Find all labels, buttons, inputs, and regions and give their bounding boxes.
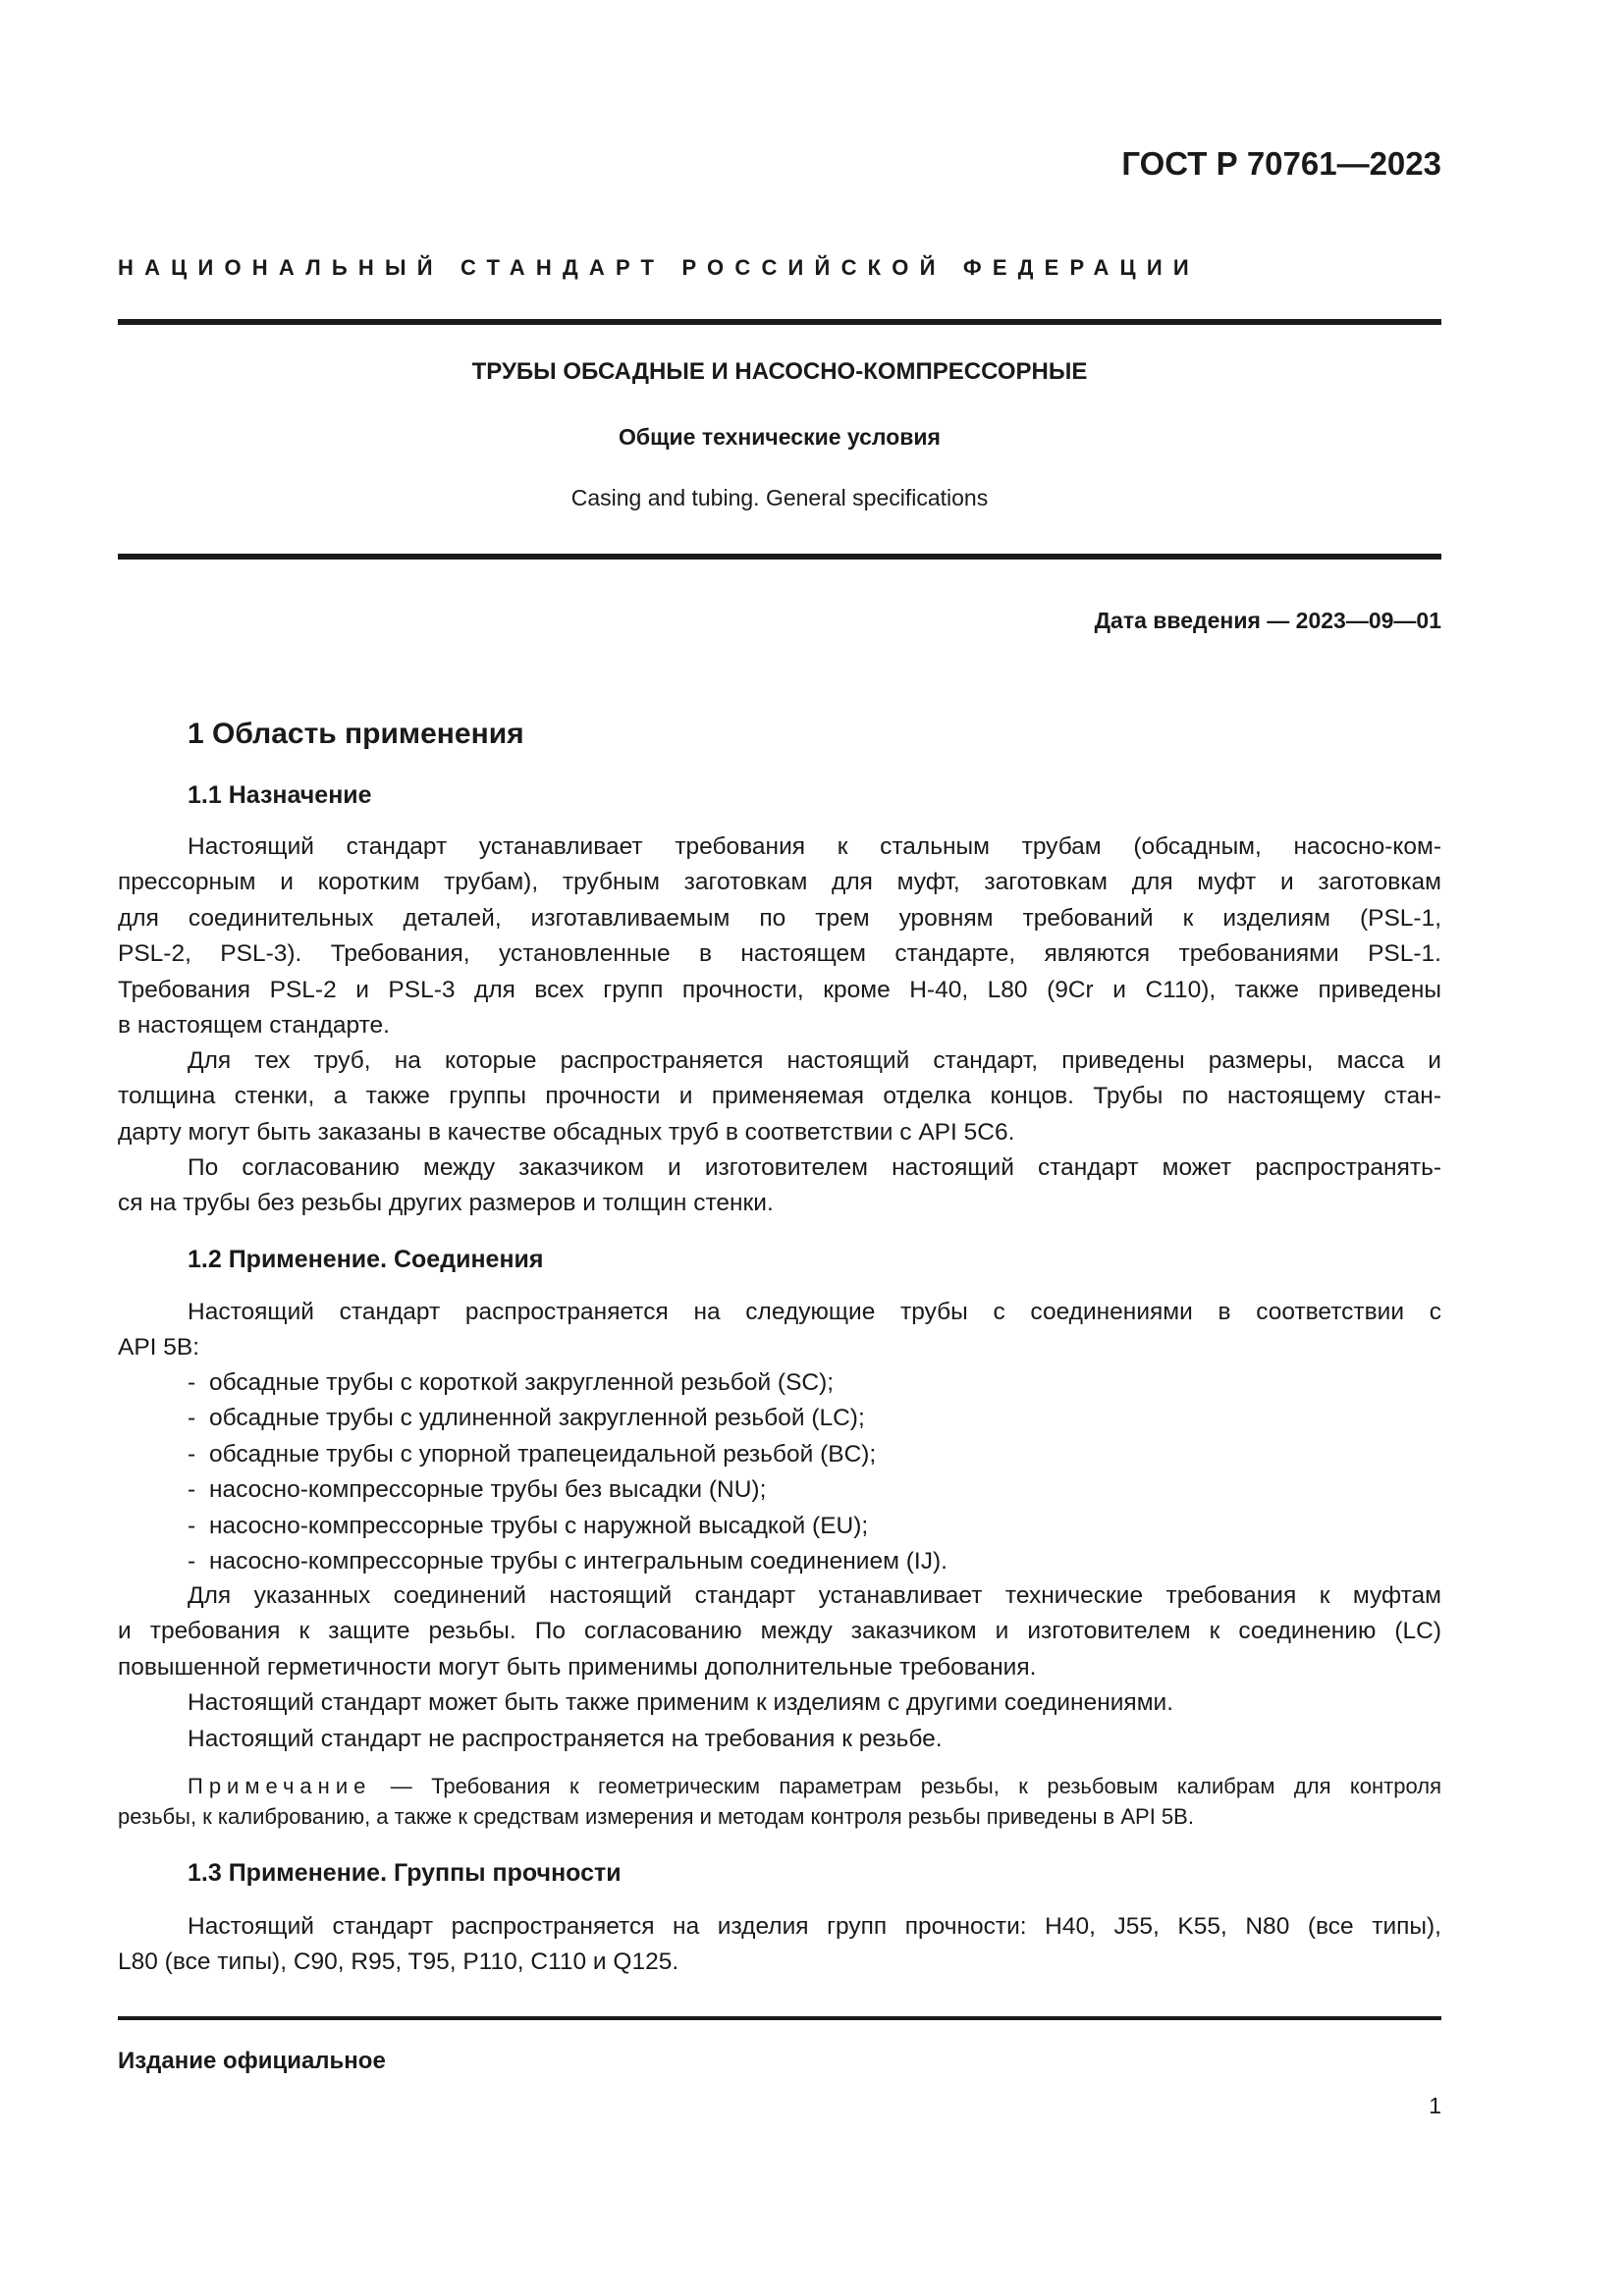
text-line: Настоящий стандарт может быть также применим к изделиям с другими соединениями. bbox=[188, 1689, 1174, 1716]
list-item: - обсадные трубы с упорной трапецеидальной резьбой (BC); bbox=[188, 1440, 877, 1468]
list-item: - обсадные трубы с короткой закругленной резьбой (SC); bbox=[188, 1369, 835, 1396]
paragraph-1-1-a bbox=[118, 829, 1441, 1043]
text-line: Требования PSL-2 и PSL-3 для всех групп прочности, кроме Н-40, L80 (9Cr и C110), также приведены bbox=[118, 976, 1441, 1003]
list-item: - обсадные трубы с удлиненной закругленной резьбой (LC); bbox=[188, 1405, 865, 1432]
text-line: в настоящем стандарте. bbox=[118, 1012, 390, 1040]
text-line: Для тех труб, на которые распространяется настоящий стандарт, приведены размеры, масса и bbox=[188, 1047, 1441, 1074]
paragraph-1-2-d bbox=[118, 1722, 1441, 1757]
paragraph-1-2-c bbox=[118, 1685, 1441, 1721]
text-line: Настоящий стандарт распространяется на изделия групп прочности: H40, J55, K55, N80 (все типы), bbox=[188, 1913, 1441, 1940]
paragraph-1-2-a bbox=[118, 1295, 1441, 1366]
text-line: толщина стенки, а также группы прочности и применяемая отделка концов. Трубы по настоящему стан- bbox=[118, 1083, 1441, 1110]
page-number: 1 bbox=[1429, 2093, 1441, 2118]
note-line: Примечание — Требования к геометрическим параметрам резьбы, к резьбовым калибрам для контроля bbox=[188, 1774, 1441, 1798]
note bbox=[118, 1771, 1441, 1832]
document-subtitle: Общие технические условия bbox=[619, 424, 941, 450]
introduction-date: Дата введения — 2023—09—01 bbox=[1094, 608, 1441, 633]
paragraph-1-1-b bbox=[118, 1043, 1441, 1150]
list-item: - насосно-компрессорные трубы с наружной высадкой (EU); bbox=[188, 1512, 869, 1539]
title-rule bbox=[118, 554, 1441, 560]
text-line: и требования к защите резьбы. По согласованию между заказчиком и изготовителем к соединению (LC) bbox=[118, 1618, 1441, 1645]
section-heading-1: 1 Область применения bbox=[188, 718, 524, 750]
list-item: - насосно-компрессорные трубы с интегральным соединением (IJ). bbox=[188, 1548, 947, 1575]
text-line: API 5B: bbox=[118, 1334, 200, 1362]
paragraph-1-3 bbox=[118, 1909, 1441, 1981]
text-line: повышенной герметичности могут быть применимы дополнительные требования. bbox=[118, 1653, 1037, 1681]
official-edition-label: Издание официальное bbox=[118, 2048, 386, 2074]
text-line: Для указанных соединений настоящий стандарт устанавливает технические требования к муфтам bbox=[188, 1582, 1441, 1609]
text-line: дарту могут быть заказаны в качестве обсадных труб в соответствии с API 5C6. bbox=[118, 1118, 1015, 1146]
document-title: ТРУБЫ ОБСАДНЫЕ И НАСОСНО-КОМПРЕССОРНЫЕ bbox=[471, 358, 1088, 385]
connection-list bbox=[118, 1365, 1441, 1579]
document-code: ГОСТ Р 70761—2023 bbox=[1121, 145, 1441, 182]
text-line: Настоящий стандарт не распространяется на требования к резьбе. bbox=[188, 1726, 943, 1752]
top-rule bbox=[118, 319, 1441, 325]
footer-rule bbox=[118, 2016, 1441, 2020]
section-heading-1-1: 1.1 Назначение bbox=[188, 781, 372, 809]
list-item: - насосно-компрессорные трубы без высадки (NU); bbox=[188, 1476, 767, 1504]
text-line: L80 (все типы), C90, R95, T95, P110, C110 и Q125. bbox=[118, 1949, 679, 1976]
section-heading-1-2: 1.2 Применение. Соединения bbox=[188, 1246, 544, 1273]
section-heading-1-3: 1.3 Применение. Группы прочности bbox=[188, 1859, 622, 1887]
text-line: PSL-2, PSL-3). Требования, установленные в настоящем стандарте, являются требованиями PSL-1. bbox=[118, 940, 1441, 968]
note-line: резьбы, к калиброванию, а также к средствам измерения и методам контроля резьбы приведены в API 5B. bbox=[118, 1804, 1194, 1829]
text-line: ся на трубы без резьбы других размеров и толщин стенки. bbox=[118, 1190, 774, 1217]
text-line: для соединительных деталей, изготавливаемым по трем уровням требований к изделиям (PSL-1, bbox=[118, 904, 1441, 932]
text-line: Настоящий стандарт распространяется на следующие трубы с соединениями в соответствии с bbox=[188, 1299, 1441, 1325]
national-standard-banner: НАЦИОНАЛЬНЫЙ СТАНДАРТ РОССИЙСКОЙ ФЕДЕРАЦИИ bbox=[118, 255, 1200, 280]
text-line: Настоящий стандарт устанавливает требования к стальным трубам (обсадным, насосно-ком- bbox=[188, 833, 1441, 860]
text-line: прессорным и коротким трубам), трубным заготовкам для муфт, заготовкам для муфт и заготовкам bbox=[118, 869, 1441, 896]
text-line: По согласованию между заказчиком и изготовителем настоящий стандарт может распространять- bbox=[188, 1154, 1441, 1181]
note-label: Примечание bbox=[188, 1774, 372, 1798]
paragraph-1-2-b bbox=[118, 1578, 1441, 1685]
paragraph-1-1-c bbox=[118, 1150, 1441, 1222]
english-title: Casing and tubing. General specifications bbox=[570, 485, 989, 510]
